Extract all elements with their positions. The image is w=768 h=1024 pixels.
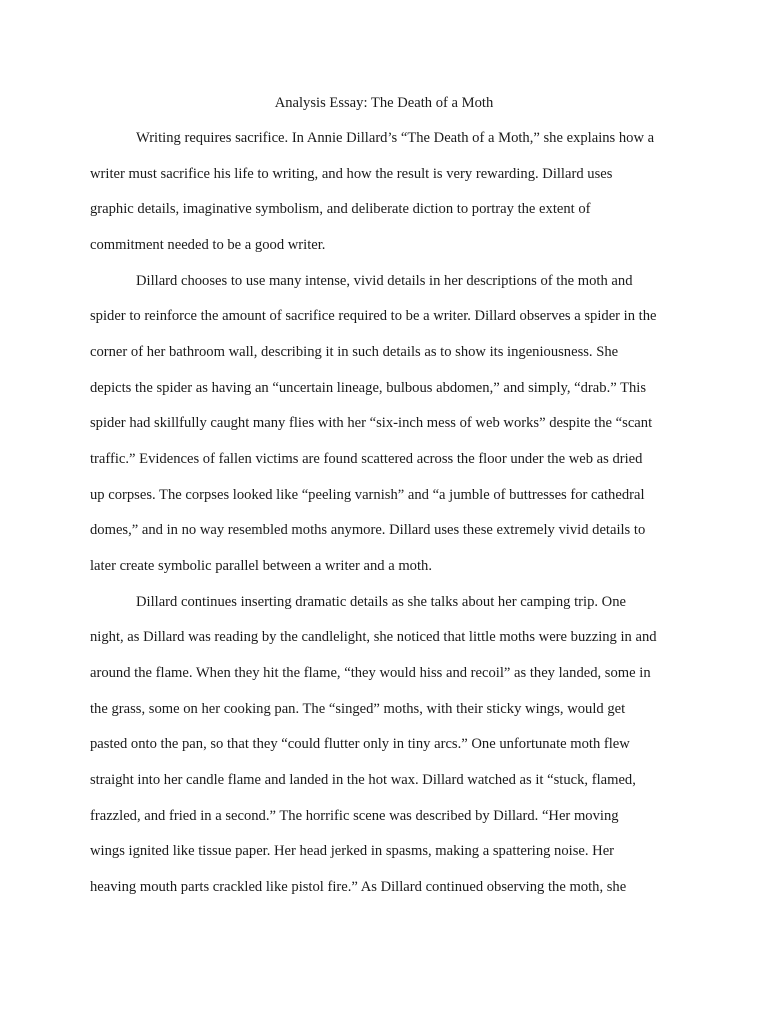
text-line: traffic.” Evidences of fallen victims are found scattered across the floor under the web as dried [90,451,643,467]
text-line: pasted onto the pan, so that they “could flutter only in tiny arcs.” One unfortunate moth flew [90,736,630,752]
text-line: writer must sacrifice his life to writing, and how the result is very rewarding. Dillard uses [90,166,613,182]
text-line: graphic details, imaginative symbolism, and deliberate diction to portray the extent of [90,201,591,217]
text-line: up corpses. The corpses looked like “peeling varnish” and “a jumble of buttresses for cathedral [90,487,645,503]
text-line: spider had skillfully caught many flies with her “six-inch mess of web works” despite the “scant [90,415,653,431]
text-line: commitment needed to be a good writer. [90,237,326,253]
text-line: frazzled, and fried in a second.” The horrific scene was described by Dillard. “Her moving [90,808,619,824]
text-line: corner of her bathroom wall, describing it in such details as to show its ingeniousness. She [90,344,619,360]
text-line: straight into her candle flame and landed in the hot wax. Dillard watched as it “stuck, flamed, [90,772,636,788]
text-line: heaving mouth parts crackled like pistol fire.” As Dillard continued observing the moth, she [90,879,627,895]
text-line: Dillard chooses to use many intense, vivid details in her descriptions of the moth and [136,273,633,289]
text-line: night, as Dillard was reading by the candlelight, she noticed that little moths were buzzing in and [90,629,657,645]
text-line: around the flame. When they hit the flame, “they would hiss and recoil” as they landed, some in [90,665,651,681]
text-line: wings ignited like tissue paper. Her head jerked in spasms, making a spattering noise. Her [90,843,615,859]
text-line: Writing requires sacrifice. In Annie Dillard’s “The Death of a Moth,” she explains how a [136,130,655,146]
text-line: spider to reinforce the amount of sacrifice required to be a writer. Dillard observes a spider in the [90,308,657,324]
text-line: depicts the spider as having an “uncertain lineage, bulbous abdomen,” and simply, “drab.” This [90,380,647,396]
text-line: the grass, some on her cooking pan. The “singed” moths, with their sticky wings, would get [90,701,626,717]
essay-title: Analysis Essay: The Death of a Moth [274,95,494,111]
text-line: Dillard continues inserting dramatic details as she talks about her camping trip. One [136,594,626,610]
text-line: domes,” and in no way resembled moths anymore. Dillard uses these extremely vivid details to [90,522,646,538]
text-line: later create symbolic parallel between a writer and a moth. [90,558,432,574]
